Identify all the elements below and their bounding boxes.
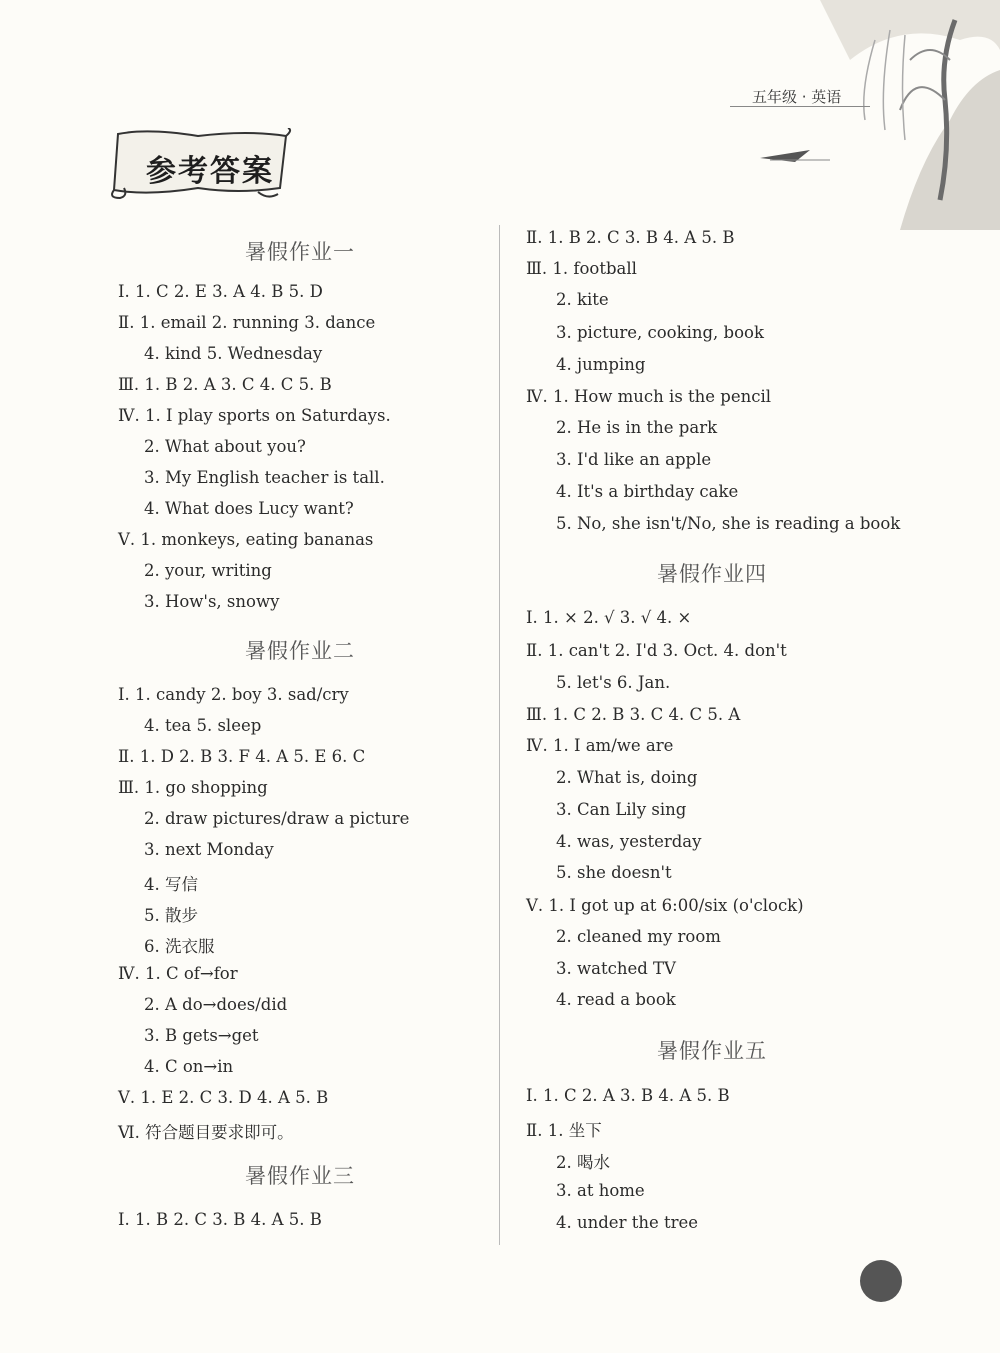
- answer-line: Ⅱ. 1. email 2. running 3. dance: [118, 313, 376, 332]
- answer-line: 2. 喝水: [556, 1153, 610, 1172]
- answer-line: 3. next Monday: [144, 840, 274, 859]
- answer-line: 2. kite: [556, 290, 609, 309]
- answer-line: Ⅲ. 1. B 2. A 3. C 4. C 5. B: [118, 375, 332, 394]
- answer-line: 5. let's 6. Jan.: [556, 673, 671, 692]
- answer-line: Ⅵ. 符合题目要求即可。: [118, 1123, 294, 1142]
- page-number-badge: [860, 1260, 902, 1302]
- answer-line: 3. picture, cooking, book: [556, 323, 764, 342]
- answer-line: 4. tea 5. sleep: [144, 716, 262, 735]
- answer-line: Ⅴ. 1. I got up at 6:00/six (o'clock): [526, 896, 804, 915]
- answer-line: Ⅲ. 1. C 2. B 3. C 4. C 5. A: [526, 705, 741, 724]
- answer-line: Ⅳ. 1. I am/we are: [526, 736, 674, 755]
- grade-subject-label: 五年级 · 英语: [752, 88, 842, 106]
- answer-line: Ⅰ. 1. × 2. √ 3. √ 4. ×: [526, 608, 692, 627]
- answer-line: Ⅲ. 1. go shopping: [118, 778, 268, 797]
- answer-line: 2. What is, doing: [556, 768, 698, 787]
- answer-line: 3. Can Lily sing: [556, 800, 687, 819]
- answer-line: 4. C on→in: [144, 1057, 234, 1076]
- answer-line: 2. What about you?: [144, 437, 306, 456]
- answer-line: 3. at home: [556, 1181, 645, 1200]
- header-rule: [730, 106, 870, 107]
- answer-line: 4. kind 5. Wednesday: [144, 344, 323, 363]
- answer-line: 2. A do→does/did: [144, 995, 288, 1014]
- answer-line: 4. 写信: [144, 875, 198, 894]
- answer-line: 5. 散步: [144, 906, 198, 925]
- answer-line: 4. jumping: [556, 355, 646, 374]
- answer-line: 4. was, yesterday: [556, 832, 702, 851]
- answer-line: 2. cleaned my room: [556, 927, 721, 946]
- answer-line: Ⅴ. 1. E 2. C 3. D 4. A 5. B: [118, 1088, 329, 1107]
- column-divider: [499, 225, 500, 1245]
- answer-line: Ⅰ. 1. C 2. A 3. B 4. A 5. B: [526, 1086, 730, 1105]
- page-title: 参考答案: [146, 154, 274, 189]
- section-title: 暑假作业三: [245, 1164, 355, 1188]
- answer-line: 3. My English teacher is tall.: [144, 468, 385, 487]
- answer-line: 4. What does Lucy want?: [144, 499, 354, 518]
- answer-line: 4. read a book: [556, 990, 676, 1009]
- section-title: 暑假作业四: [657, 562, 767, 586]
- answer-line: Ⅳ. 1. How much is the pencil: [526, 387, 772, 406]
- answer-line: Ⅰ. 1. B 2. C 3. B 4. A 5. B: [118, 1210, 322, 1229]
- answer-line: Ⅴ. 1. monkeys, eating bananas: [118, 530, 374, 549]
- answer-line: Ⅳ. 1. I play sports on Saturdays.: [118, 406, 391, 425]
- answer-line: 3. B gets→get: [144, 1026, 259, 1045]
- answer-line: Ⅱ. 1. B 2. C 3. B 4. A 5. B: [526, 228, 735, 247]
- section-title: 暑假作业一: [245, 240, 355, 264]
- answer-line: 6. 洗衣服: [144, 937, 215, 956]
- answer-line: 2. draw pictures/draw a picture: [144, 809, 410, 828]
- section-title: 暑假作业二: [245, 639, 355, 663]
- answer-line: Ⅳ. 1. C of→for: [118, 964, 238, 983]
- answer-line: Ⅲ. 1. football: [526, 259, 637, 278]
- answer-line: Ⅰ. 1. C 2. E 3. A 4. B 5. D: [118, 282, 323, 301]
- answer-line: 4. under the tree: [556, 1213, 699, 1232]
- answer-line: 5. she doesn't: [556, 863, 672, 882]
- answer-line: 2. He is in the park: [556, 418, 718, 437]
- answer-line: Ⅱ. 1. can't 2. I'd 3. Oct. 4. don't: [526, 641, 787, 660]
- landscape-illustration: [700, 0, 1000, 230]
- answer-line: 3. I'd like an apple: [556, 450, 712, 469]
- answer-line: 5. No, she isn't/No, she is reading a book: [556, 514, 901, 533]
- answer-line: 3. watched TV: [556, 959, 676, 978]
- answer-line: Ⅱ. 1. 坐下: [526, 1121, 602, 1140]
- answer-line: 4. It's a birthday cake: [556, 482, 739, 501]
- answer-line: Ⅰ. 1. candy 2. boy 3. sad/cry: [118, 685, 349, 704]
- answer-line: Ⅱ. 1. D 2. B 3. F 4. A 5. E 6. C: [118, 747, 366, 766]
- answer-line: 2. your, writing: [144, 561, 272, 580]
- answer-line: 3. How's, snowy: [144, 592, 280, 611]
- section-title: 暑假作业五: [657, 1039, 767, 1063]
